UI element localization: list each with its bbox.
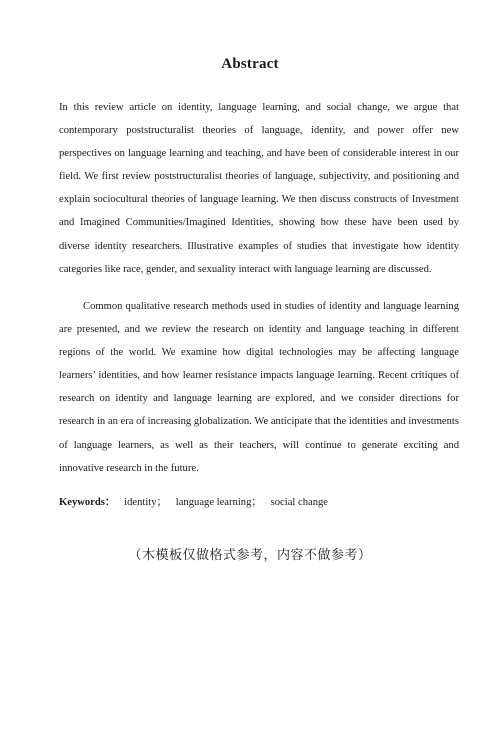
abstract-paragraph-1: In this review article on identity, language learning, and social change, we argue that contemporary poststructuralist theories of language, identity, and power offer new perspectives on language learning and teaching, and have been of considerable interest in our field. We first review poststructuralist theories of language, subjectivity, and positioning and explain sociocultural theories of language learning. We then discuss constructs of Investment and Imagined Communities/Imagined Identities, showing how these have been used by diverse identity researchers. Illustrative examples of studies that investigate how identity categories like race, gender, and sexuality interact with language learning are discussed. bbox=[59, 102, 459, 275]
keywords-line bbox=[59, 494, 328, 509]
keyword-term: social change bbox=[270, 497, 328, 508]
template-note: （木模板仅做格式参考，内容不做参考） bbox=[128, 548, 372, 563]
abstract-title: Abstract bbox=[221, 56, 279, 72]
keyword-term: language learning； bbox=[175, 497, 262, 508]
keyword-term: identity； bbox=[124, 497, 168, 508]
abstract-paragraph-2: Common qualitative research methods used in studies of identity and language learning are presented, and we review the research on identity and language teaching in different regions of the world. We examine how digital technologies may be affecting language learners’ identities, and how learner resistance impacts language learning. Recent critiques of research on identity and language learning are explored, and we consider directions for research in an era of increasing globalization. We anticipate that the identities and investments of language learners, as well as their teachers, will continue to generate exciting and innovative research in the future. bbox=[59, 301, 459, 474]
keywords-label: Keywords： bbox=[59, 497, 116, 508]
